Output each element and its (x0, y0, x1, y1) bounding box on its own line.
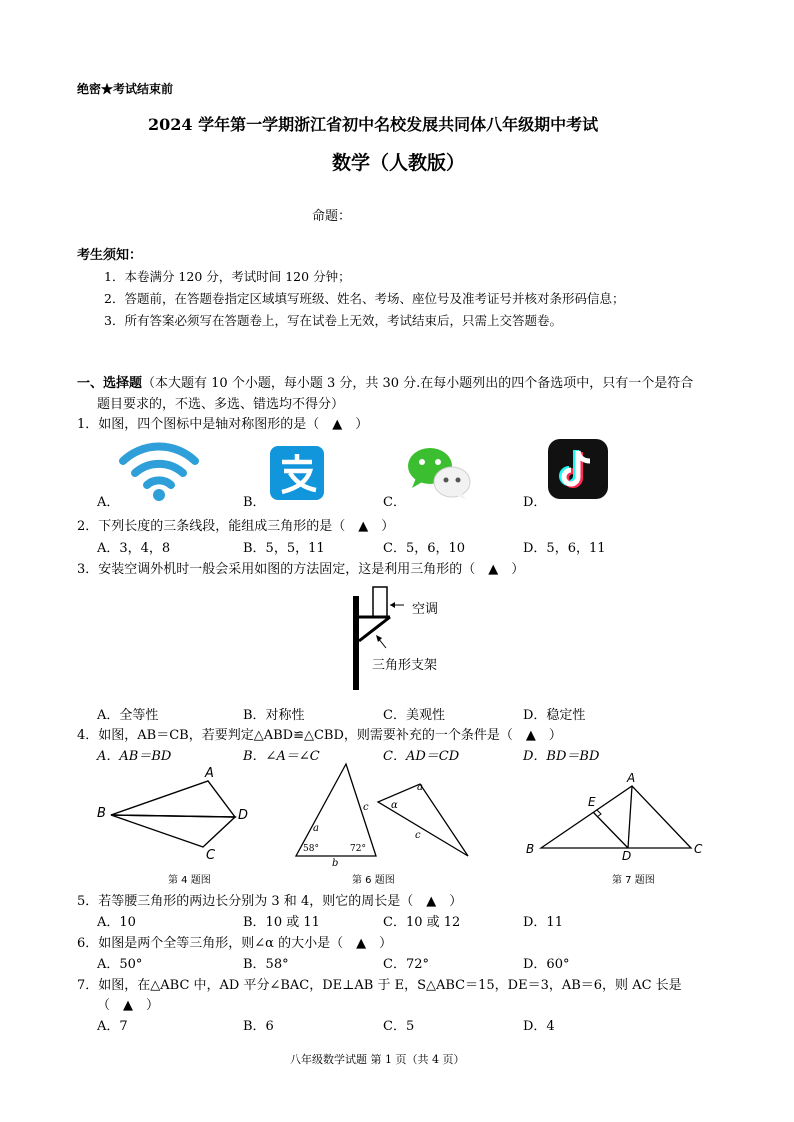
q7-opt-b: B．6 (243, 1019, 274, 1034)
alipay-icon (270, 446, 324, 500)
q3-opt-b: B．对称性 (243, 708, 305, 723)
wechat-icon (406, 446, 472, 502)
q6-opt-d: D．60° (523, 957, 570, 972)
fig4-label-d: D (238, 808, 249, 823)
fig6-label-a2: a (417, 782, 423, 793)
fig7-label-d: D (622, 849, 632, 863)
notice-item-2: 2．答题前，在答题卷指定区域填写班级、姓名、考场、座位号及准考证号并核对条形码信息； (104, 291, 625, 306)
section1-line1 (77, 372, 693, 391)
exam-title: 2024 学年第一学期浙江省初中名校发展共同体八年级期中考试 (148, 115, 599, 134)
fig6-angle-58: 58° (303, 844, 319, 854)
q6-opt-c: C．72° (383, 957, 429, 972)
q2-stem: 2．下列长度的三条线段，能组成三角形的是（ ▲ ） (77, 519, 395, 534)
q1-opt-b: B． (243, 495, 266, 510)
q6-stem: 6．如图是两个全等三角形，则∠α 的大小是（ ▲ ） (77, 936, 393, 951)
q3-label-ac: 空调 (412, 602, 439, 617)
q1-opt-c: C． (383, 495, 406, 510)
notice-item-1: 1．本卷满分 120 分，考试时间 120 分钟； (104, 269, 351, 284)
page-footer: 八年级数学试题 第 1 页（共 4 页） (290, 1053, 465, 1066)
notice-heading: 考生须知： (77, 248, 143, 263)
fig4-diagram (95, 765, 260, 865)
fig6-label-alpha: α (391, 800, 398, 811)
fig7-diagram (528, 778, 703, 858)
q3-label-bracket: 三角形支架 (372, 658, 438, 673)
fig7-label-b: B (526, 842, 535, 856)
q5-opt-a: A．10 (97, 915, 136, 930)
q2-opt-b: B．5，5，11 (243, 541, 325, 556)
q6-opt-b: B．58° (243, 957, 289, 972)
q5-opt-c: C．10 或 12 (383, 915, 461, 930)
q3-figure (340, 583, 460, 693)
fig7-caption: 第 7 题图 (612, 875, 655, 886)
q2-opt-a: A．3，4，8 (97, 541, 171, 556)
section1-desc: （本大题有 10 个小题，每小题 3 分，共 30 分.在每小题列出的四个备选项中，只有一个是符合 (142, 376, 694, 391)
section1-heading: 一、选择题 (77, 376, 143, 391)
fig7-label-c: C (694, 842, 703, 856)
q3-opt-d: D．稳定性 (523, 708, 586, 723)
q7-opt-c: C．5 (383, 1019, 415, 1034)
fig6-caption: 第 6 题图 (352, 875, 395, 886)
q4-stem: 4．如图，AB＝CB，若要判定△ABD≌△CBD，则需要补充的一个条件是（ ▲ ） (77, 728, 562, 743)
subject-title: 数学（人教版） (332, 152, 466, 174)
fig6-label-c2: c (415, 830, 421, 841)
q1-stem: 1．如图，四个图标中是轴对称图形的是（ ▲ ） (77, 417, 369, 432)
fig7-label-e: E (588, 795, 596, 809)
notice-item-3: 3．所有答案必须写在答题卷上，写在试卷上无效，考试结束后，只需上交答题卷。 (104, 313, 562, 328)
q3-opt-a: A．全等性 (97, 708, 159, 723)
q7-stem-cont: （ ▲ ） (97, 998, 159, 1013)
fig4-label-c: C (206, 848, 216, 863)
q5-opt-d: D．11 (523, 915, 563, 930)
q1-opt-d: D． (523, 495, 547, 510)
fig4-caption: 第 4 题图 (168, 875, 211, 886)
author-label: 命题： (312, 209, 352, 224)
fig6-label-a1: a (313, 823, 319, 834)
q4-opt-b: B．∠A＝∠C (243, 749, 320, 764)
wifi-icon (119, 441, 199, 503)
q5-stem: 5．若等腰三角形的两边长分别为 3 和 4，则它的周长是（ ▲ ） (77, 894, 463, 909)
fig6-angle-72: 72° (350, 844, 366, 854)
q2-opt-d: D．5，6，11 (523, 541, 606, 556)
q3-opt-c: C．美观性 (383, 708, 445, 723)
q7-opt-d: D．4 (523, 1019, 555, 1034)
q1-opt-a: A． (97, 495, 120, 510)
fig7-label-a: A (627, 771, 636, 785)
fig6-label-c1: c (363, 802, 369, 813)
q5-opt-b: B．10 或 11 (243, 915, 320, 930)
q7-stem: 7．如图，在△ABC 中，AD 平分∠BAC，DE⊥AB 于 E，S△ABC＝15，DE＝3，AB＝6，则 AC 长是 (77, 978, 682, 993)
fig6-label-b: b (332, 858, 339, 869)
q3-stem: 3．安装空调外机时一般会采用如图的方法固定，这是利用三角形的（ ▲ ） (77, 562, 525, 577)
fig4-label-b: B (97, 806, 106, 821)
q7-opt-a: A．7 (97, 1019, 128, 1034)
secret-mark: 绝密★考试结束前 (77, 82, 174, 96)
q4-opt-c: C．AD＝CD (383, 749, 460, 764)
q4-opt-a: A．AB＝BD (97, 749, 172, 764)
q2-opt-c: C．5，6，10 (383, 541, 466, 556)
q6-opt-a: A．50° (97, 957, 143, 972)
fig4-label-a: A (205, 766, 214, 781)
section1-line2: 题目要求的，不选、多选、错选均不得分） (97, 397, 345, 412)
tiktok-icon (548, 439, 608, 499)
q4-opt-d: D．BD＝BD (523, 749, 600, 764)
